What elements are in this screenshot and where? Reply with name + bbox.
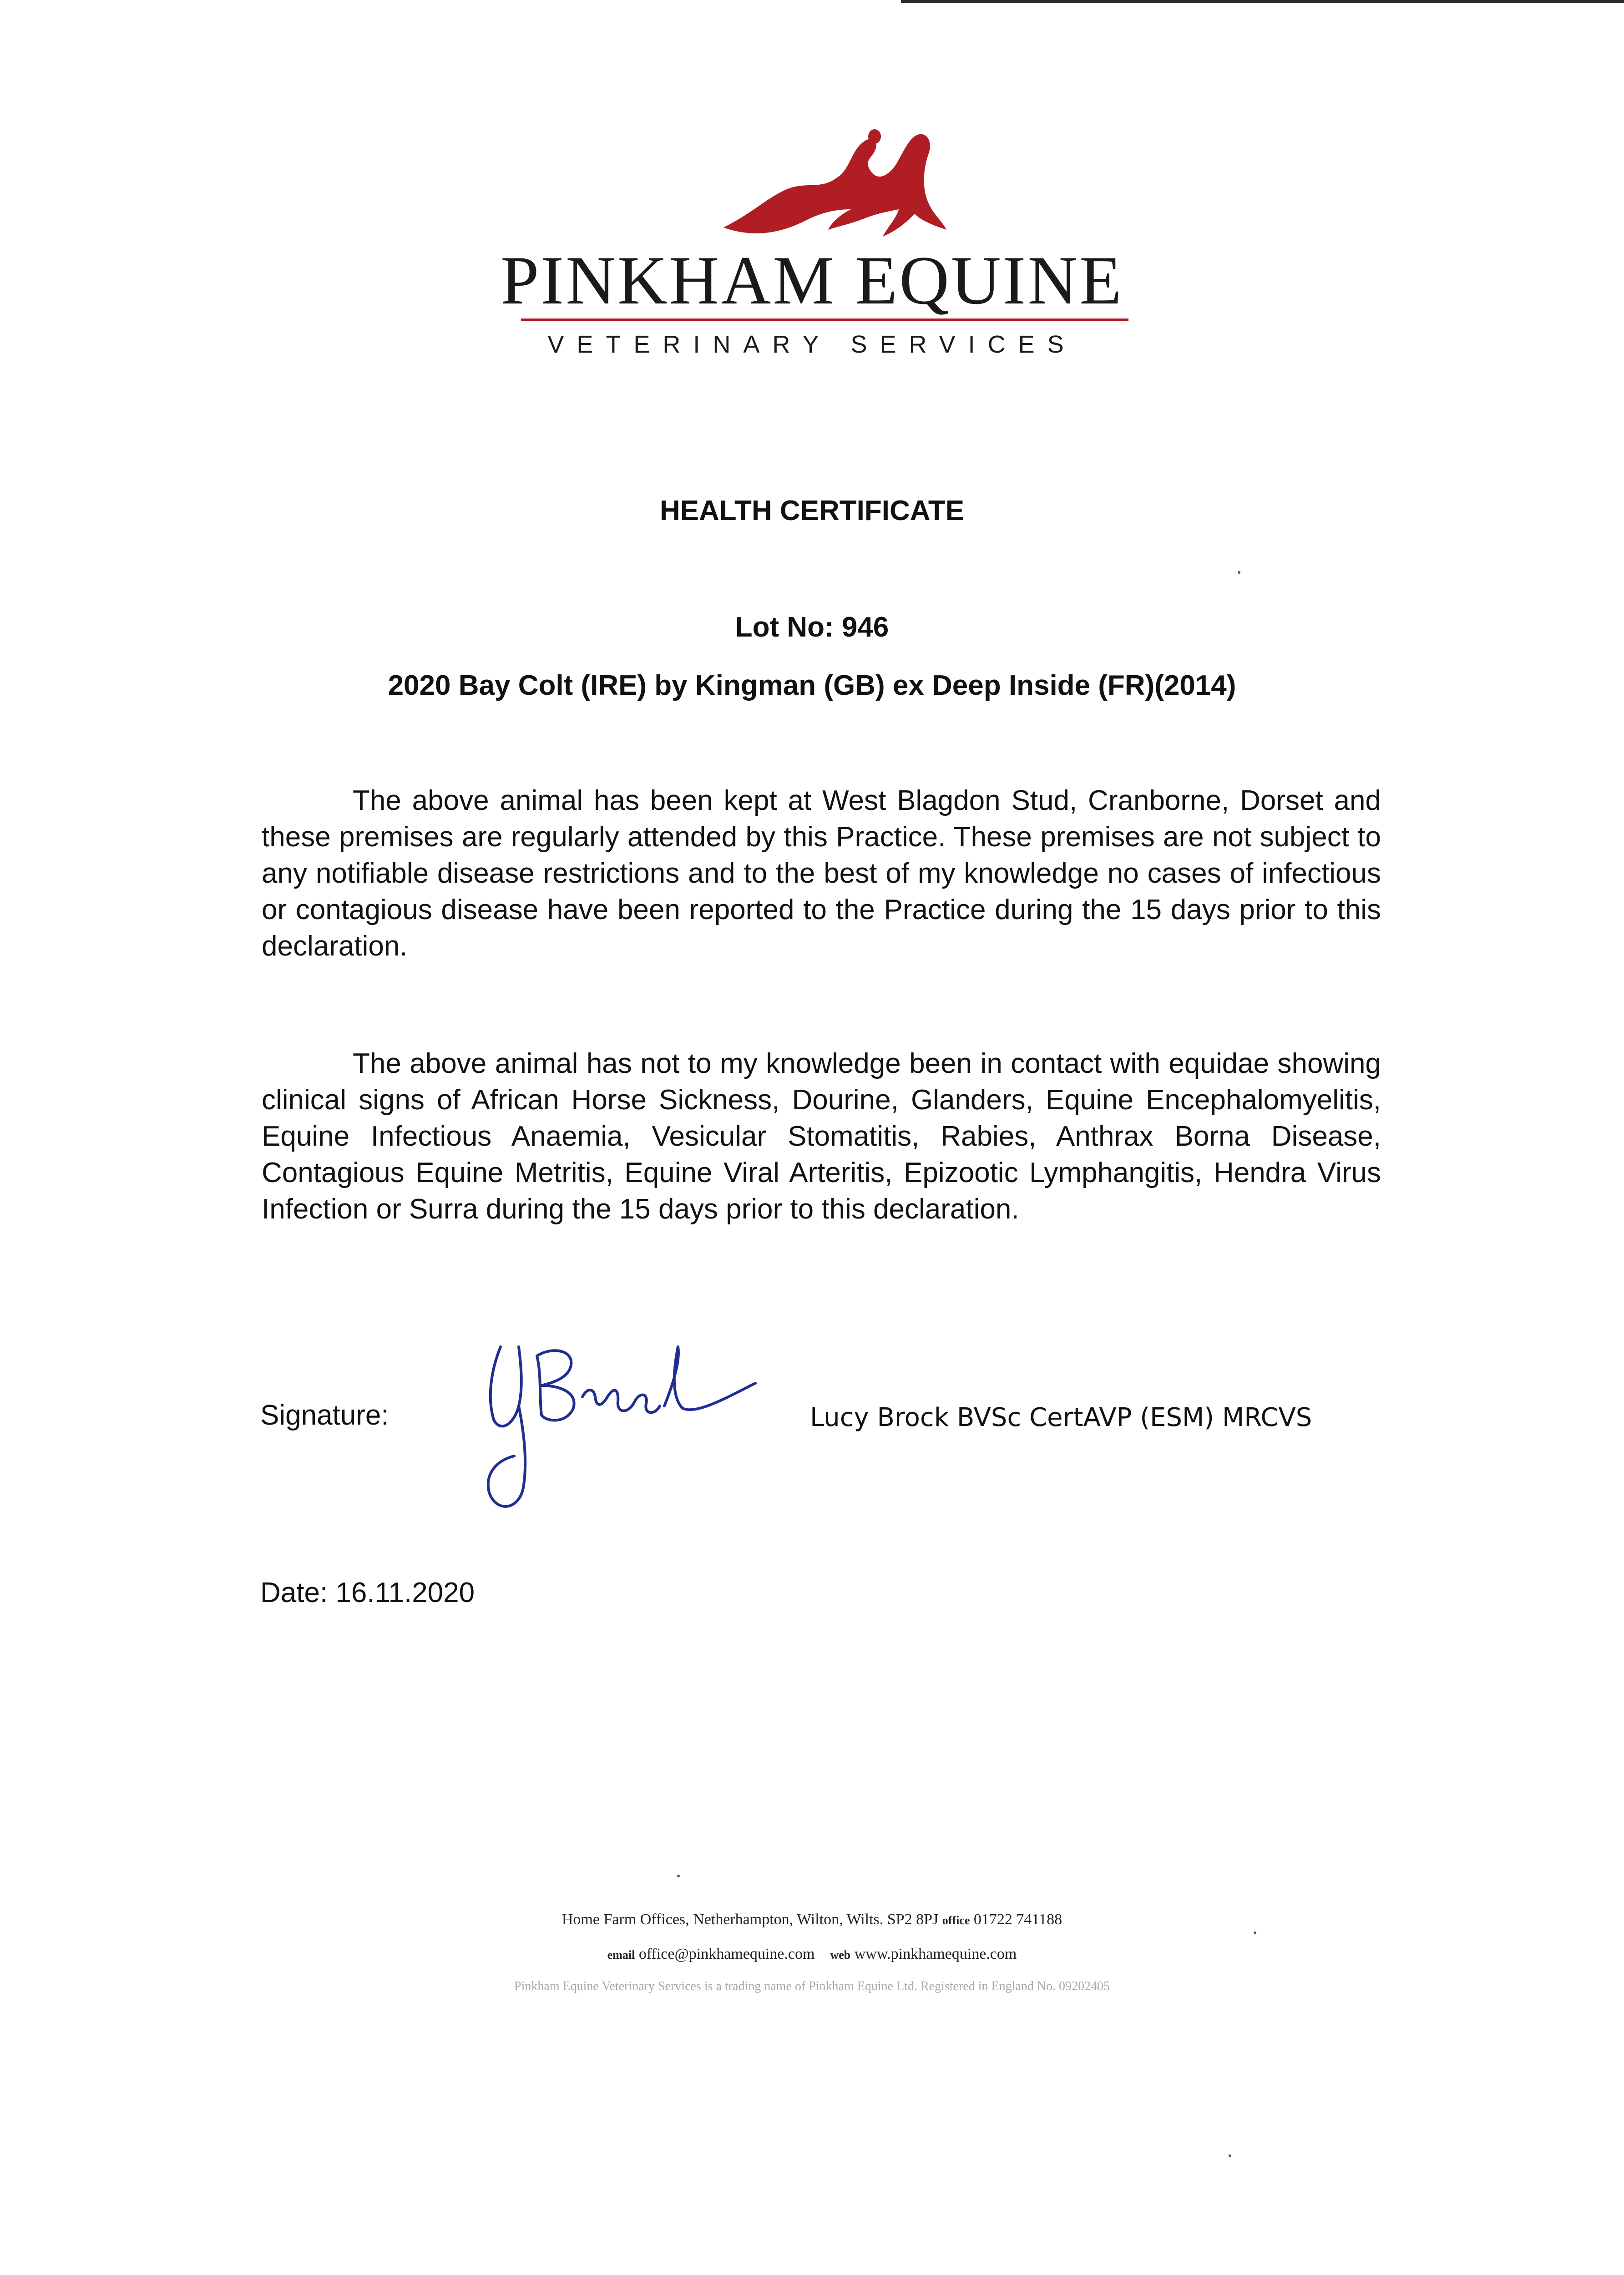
brand-subtitle: VETERINARY SERVICES <box>547 331 1077 358</box>
footer-email-label: email <box>607 1948 635 1962</box>
certificate-date: Date: 16.11.2020 <box>260 1577 475 1608</box>
footer-address-line <box>0 1912 1624 1927</box>
scan-speck <box>1254 1931 1256 1934</box>
signatory-name: Lucy Brock BVSc CertAVP (ESM) MRCVS <box>810 1403 1312 1432</box>
horse-and-rider-logo-icon <box>714 123 951 255</box>
horse-description: 2020 Bay Colt (IRE) by Kingman (GB) ex Deep Inside (FR)(2014) <box>388 670 1236 701</box>
footer-web-label: web <box>830 1948 851 1962</box>
footer-email-link[interactable]: office@pinkhamequine.com <box>638 1946 815 1962</box>
footer-office-phone: 01722 741188 <box>973 1911 1062 1928</box>
scan-speck <box>1238 571 1240 574</box>
scan-speck <box>677 1875 680 1877</box>
signature-label: Signature: <box>260 1400 389 1431</box>
scan-speck <box>1229 2154 1231 2157</box>
footer-office-label: office <box>942 1914 970 1927</box>
footer-web-link[interactable]: www.pinkhamequine.com <box>854 1946 1017 1962</box>
declaration-paragraph-premises: The above animal has been kept at West Blagdon Stud, Cranborne, Dorset and these premises are regularly attended by this Practice. These premises are not subject to any notifiable disease restrictions and to the best of my knowledge no cases of infectious or contagious disease have been reported to the Practice during the 15 days prior to this declaration. <box>262 785 1381 962</box>
lot-number: Lot No: 946 <box>735 612 889 643</box>
brand-divider <box>521 318 1128 321</box>
footer-legal-notice: Pinkham Equine Veterinary Services is a trading name of Pinkham Equine Ltd. Registered in England No. 09202405 <box>514 1979 1110 1993</box>
handwritten-signature <box>473 1329 764 1520</box>
brand-name: PINKHAM EQUINE <box>500 242 1123 318</box>
top-edge-rule <box>901 0 1624 3</box>
footer-contact-line <box>0 1946 1624 1962</box>
document-title: HEALTH CERTIFICATE <box>659 495 965 526</box>
declaration-paragraph-contact: The above animal has not to my knowledge been in contact with equidae showing clinical signs of African Horse Sickness, Dourine, Glanders, Equine Encephalomyelitis, Equine Infectious Anaemia, Vesicular Stomatitis, Rabies, Anthrax Borna Disease, Contagious Equine Metritis, Equine Viral Arteritis, Epizootic Lymphangitis, Hendra Virus Infection or Surra during the 15 days prior to this declaration. <box>262 1048 1381 1225</box>
footer-address: Home Farm Offices, Netherhampton, Wilton, Wilts. SP2 8PJ <box>562 1911 939 1928</box>
